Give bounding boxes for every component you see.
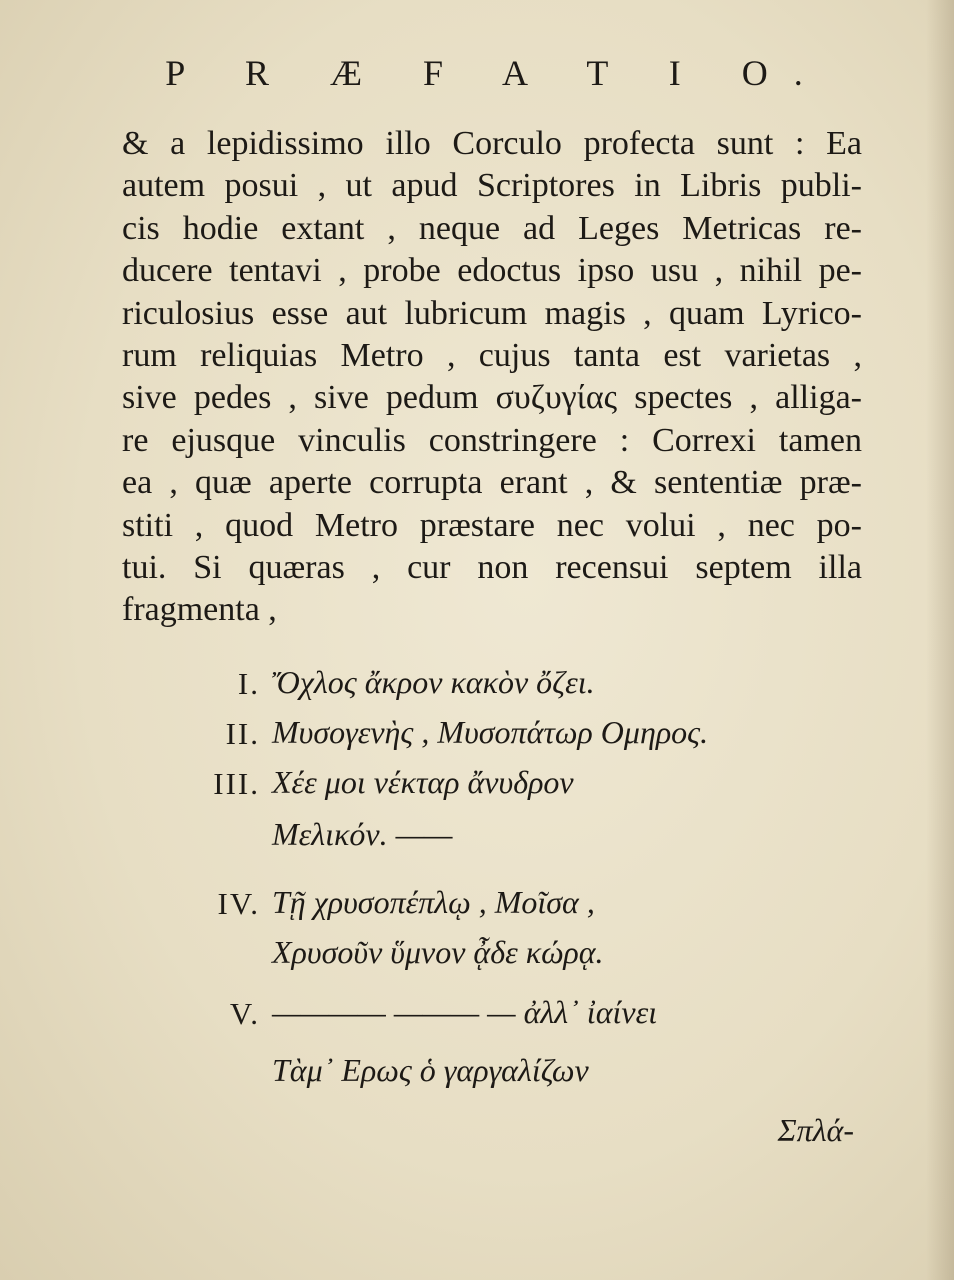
fragment-number: I. <box>237 666 260 701</box>
fragment-number: V. <box>229 996 260 1031</box>
fragment-line: Ὄχλος ἄκρον κακὸν ὄζει. <box>272 664 595 700</box>
fragment-line: Χέε μοι νέκταρ ἄνυδρον <box>272 764 574 800</box>
prose-line: rum reliquias Metro , cujus tanta est varietas , <box>122 336 862 374</box>
running-head: P R Æ F A T I O. <box>165 53 829 93</box>
fragment-number: III. <box>213 766 260 801</box>
catchword: Σπλά- <box>777 1112 854 1148</box>
fragment-line: Μυσογενὴς , Μυσοπάτωρ Ομηρος. <box>272 714 709 750</box>
prose-line: re ejusque vinculis constringere : Correxi tamen <box>122 421 862 459</box>
fragment-line: Χρυσοῦν ὕμνον ᾆδε κώρᾳ. <box>272 934 604 970</box>
prose-line: riculosius esse aut lubricum magis , quam Lyrico- <box>122 294 862 332</box>
prose-line: tui. Si quæras , cur non recensui septem illa <box>122 548 862 586</box>
prose-line: ea , quæ aperte corrupta erant , & sententiæ præ- <box>122 464 862 502</box>
prose-line: stiti , quod Metro præstare nec volui , nec po- <box>122 506 862 544</box>
fragment-line: Μελικόν. —— <box>272 816 453 852</box>
fragment-number: IV. <box>217 886 260 921</box>
prose-line: sive pedes , sive pedum συζυγίας spectes , alliga- <box>122 379 862 417</box>
prose-line: fragmenta , <box>122 591 277 629</box>
fragment-line: ———— ——— — ἀλλ᾽ ἰαίνει <box>272 994 658 1030</box>
prose-line: & a lepidissimo illo Corculo profecta sunt : Ea <box>122 125 862 162</box>
fragment-line: Τῇ χρυσοπέπλῳ , Μοῖσα , <box>272 884 595 920</box>
prose-line: ducere tentavi , probe edoctus ipso usu , nihil pe- <box>122 252 862 290</box>
prose-line: autem posui , ut apud Scriptores in Libris publi- <box>122 167 862 205</box>
fragment-number: II. <box>225 716 260 751</box>
prose-line: cis hodie extant , neque ad Leges Metricas re- <box>122 209 862 247</box>
fragment-line: Τὰμ᾽ Ερως ὁ γαργαλίζων <box>272 1052 589 1088</box>
